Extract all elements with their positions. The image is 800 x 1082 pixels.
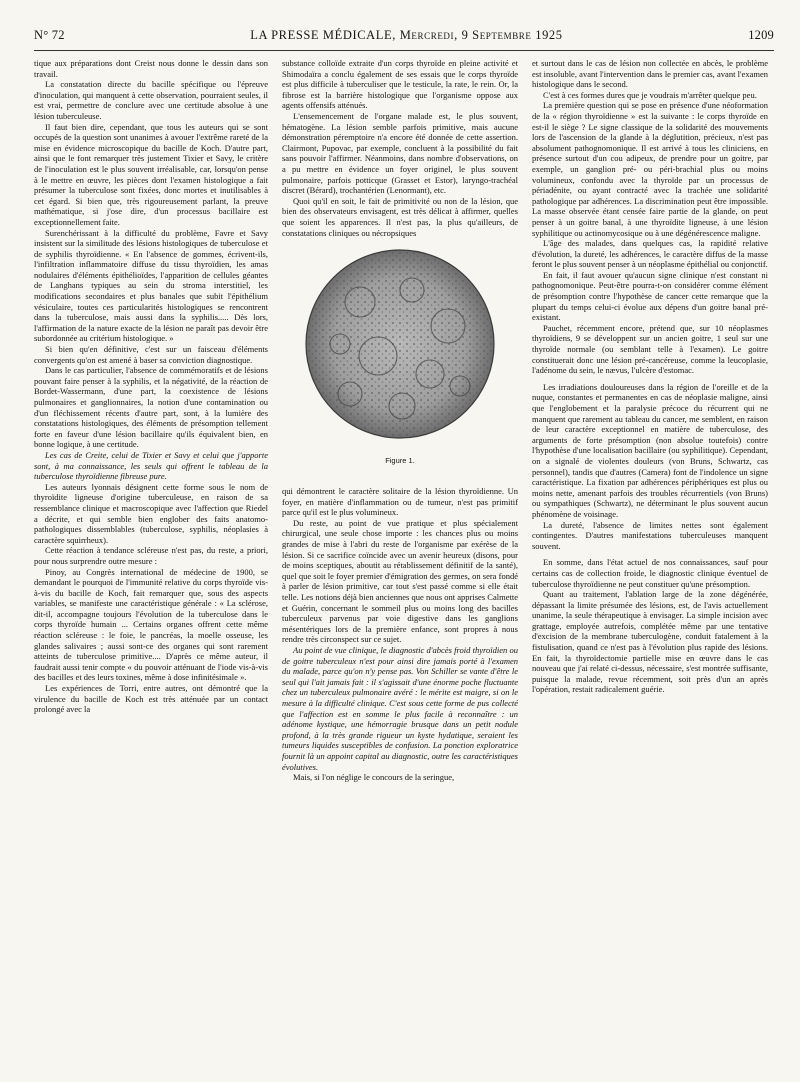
paragraph: En somme, dans l'état actuel de nos connaissances, sauf pour certains cas de collection froide, le diagnostic clinique éventuel de tuberculose thyroïdienne ne peut constituer qu'une présomption. (532, 557, 768, 589)
paragraph: Dans le cas particulier, l'absence de commémoratifs et de lésions pouvant faire penser à la syphilis, et la négativité, de la réaction de Bordet-Wassermann, d'une part, la coexistence de lésions pulmonaires et ganglionnaires, la notion d'une contamination ou d'un fléchissement récents d'autre part, sont, à la lumière des constatations histologiques, des éléments de présomption tellement forte en faveur d'une lésion bacillaire qu'ils équivalent bien, en bonne logique, à une certitude. (34, 365, 268, 450)
paragraph: En fait, il faut avouer qu'aucun signe clinique n'est constant ni pathognomonique. Peut-être pourra-t-on considérer comme élément de présomption contre l'hypothèse de cancer cette remarque que la plupart du temps celui-ci évolue aux dépens d'un goitre banal pré-existant. (532, 269, 768, 323)
paragraph: Pinoy, au Congrès international de médecine de 1900, se demandant le pourquoi de l'immunité relative du corps thyroïde vis-à-vis du bacille de Koch, fait remarquer que, sous des aspects variables, se manifeste une caractéristique générale : « La sclérose, dit-il, accompagne toujours l'évolution de la tuberculose dans le corps thyroïde humain ... Certains organes offrent cette même réaction scléreuse : le foie, le pancréas, la moelle osseuse, les glandes salivaires ; aussi sont-ce des organes qui sont rarement atteints de tuberculose primitive.... D'après ce même auteur, il faudrait aussi tenir compte « du pouvoir atténuant de l'iode vis-à-vis des bacilles et des leurs toxines, même à dose infinitésimale ». (34, 566, 268, 683)
paragraph: La première question qui se pose en présence d'une néoformation de la « région thyroïdienne » est la suivante : le corps thyroïde en est-il le siège ? Le signe classique de la solidarité des mouvements lors de l'ascension de la glande à la déglutition, précieux, n'est pas absolument pathognomonique. Il est arrivé à tous les cliniciens, en présence surtout d'un cou adipeux, de prendre pour un goitre, par exemple, un ganglion pré- ou péri-brachial plus ou moins volumineux, confondu avec la thyroïde par un processus de périadénite, ou ayant contracté avec la trachée une solidarité pathologique par adhérences. La discrimination peut être impossible. La masse observée étant censée faire partie de la glande, on peut penser à un goitre banal, à une thyroïdite ligneuse, à une lésion syphilitique ou actinomycosique ou à une dégénérescence maligne. (532, 100, 768, 238)
paragraph: Cette réaction à tendance scléreuse n'est pas, du reste, a priori, pour nous surprendre outre mesure : (34, 545, 268, 566)
paragraph: La constatation directe du bacille spécifique ou l'épreuve d'inoculation, qui manquent à cette observation, pourraient seules, il est vrai, permettre de conclure avec une certitude absolue à une lésion tuberculeuse. (34, 79, 268, 121)
paragraph: et surtout dans le cas de lésion non collectée en abcès, le problème est insoluble, avant l'intervention dans le premier cas, avant l'examen histologique dans le second. (532, 58, 768, 90)
paragraph: Les expériences de Torri, entre autres, ont démontré que la virulence du bacille de Koch est très atténuée par un contact prolongé avec la (34, 683, 268, 715)
paragraph: Quoi qu'il en soit, le fait de primitivité ou non de la lésion, que bien des observateurs envisagent, est très délicat à affirmer, quelles que soient les apparences. Il n'est pas, la plus qu'ailleurs, de constatations cliniques ou nécropsiques (282, 195, 518, 238)
issue-number: N° 72 (34, 28, 65, 42)
page-number: 1209 (748, 28, 774, 42)
journal-title: LA PRESSE MÉDICALE, Mercredi, 9 Septembre 1925 (250, 28, 563, 42)
paragraph: tique aux préparations dont Creist nous donne le dessin dans son travail. (34, 58, 268, 79)
paragraph: L'âge des malades, dans quelques cas, la rapidité relative d'évolution, la dureté, les adhérences, le caractère diffus de la masse feront le plus souvent penser à un néoplasme épithélial ou conjonctif. (532, 238, 768, 270)
paragraph: Les cas de Creite, celui de Tixier et Savy et celui que j'apporte sont, à ma connaissance, les seuls qui offrent le tableau de la tuberculose thyroïdienne fibreuse pure. (34, 449, 268, 482)
page-header (34, 28, 774, 50)
paragraph: La dureté, l'absence de limites nettes sont également contingentes. D'autres manifestations tuberculeuses manquent souvent. (532, 519, 768, 551)
paragraph: Mais, si l'on néglige le concours de la seringue, (293, 772, 455, 783)
paragraph: Du reste, au point de vue pratique et plus spécialement chirurgical, une seule chose importe : les chances plus ou moins grandes de mise à l'abri du reste de l'organisme par exérèse de la lésion. Si ce sacrifice coïncide avec un avenir heureux (disons, pour de moins sceptiques, aboutit au rétablissement définitif de la santé), quel que soit le foyer premier d'émigration des germes, on sera fondé à parler de lésion primitive, car tout s'est passé comme si elle était telle. Les notions déjà bien anciennes que nous ont apprises Calmette et Guérin, concernant le sommeil plus ou moins long des bacilles tuberculeux parvenus par voie digestive dans les ganglions mésentériques lors de la première enfance, sont propres à nous rendre très circonspect sur ce sujet. (282, 517, 518, 645)
paragraph: L'ensemencement de l'organe malade est, le plus souvent, hématogène. La lésion semble parfois primitive, mais aucune démonstration péremptoire n'a encore été donnée de cette assertion. Clairmont, Pupovac, par exemple, concluent à la possibilité du fait sans pouvoir l'affirmer. Néanmoins, dans nombre d'observations, on a pu mettre en évidence un foyer originel, le plus souvent pulmonaire, parfois potticque (Grasset et Estor), laryngo-trachéal discret (Bérard), trochantérien (Lenormant), etc. (282, 110, 518, 196)
paragraph: Les irradiations douloureuses dans la région de l'oreille et de la nuque, constantes et permanentes en cas de néoplasie maligne, ainsi que l'englobement et la paralysie précoce du récurrent qui ne manquent que rarement au tableau du cancer, me semblent, en raison de leur caractère exceptionnel en matière de tuberculose, des arguments de forte présomption (non absolue toutefois) contre l'hypothèse d'une localisation bacillaire (ou syphilitique). Cependant, on a signalé de violentes douleurs (von Bruns, Schwartz, cas personnel), tandis que d'autres (Camera) font de l'indolence un signe caractéristique. La fixation par adhérences périphériques est plus ou moins nette, amenant parfois des troubles récurrentiels (von Bruns) ou sympathiques (Schwartz), ne déterminant le plus souvent aucun phénomène de voisinage. (532, 381, 768, 519)
column-left (34, 58, 268, 1074)
micrograph-image (300, 244, 500, 454)
paragraph: C'est à ces formes dures que je voudrais m'arrêter quelque peu. (543, 89, 757, 100)
paragraph: Il faut bien dire, cependant, que tous les auteurs qui se sont occupés de la question sont unanimes à avouer l'extrême rareté de la mise en évidence microscopique du bacille de Koch. D'autre part, ainsi que le font remarquer très justement Tixier et Savy, le critère de l'inoculation est le plus souvent irréalisable, car, lorsqu'on pense à le mettre en œuvre, les pièces dont l'examen histologique a fait présumer la tuberculose sont fixées, donc mortes et inutilisables à cet égard. Si bien que, très rigoureusement parlant, la preuve mathématique, si j'ose dire, d'un processus bacillaire est exceptionnellement faite. (34, 121, 268, 227)
paragraph: Les auteurs lyonnais désignent cette forme sous le nom de thyroïdite ligneuse d'origine tuberculeuse, en raison de sa ressemblance clinique et macroscopique avec l'affection que Riedel a décrite, et qui semble bien englober des faits anatomo-pathologiques dissemblables (tuberculose, syphilis, néoplasies à caractère squirrheux). (34, 481, 268, 545)
header-rule (34, 50, 774, 51)
column-right (532, 58, 768, 1074)
paragraph: qui démontrent le caractère solitaire de la lésion thyroïdienne. Un foyer, en matière d'inflammation ou de tumeur, n'est pas primitif parce qu'il est le plus volumineux. (282, 486, 518, 518)
paragraph: Quant au traitement, l'ablation large de la zone dégénérée, dépassant la limite présumée des lésions, est, de l'avis actuellement unanime, la seule thérapeutique à envisager. La simple incision avec grattage, employée autrefois, complétée même par une tentative d'excision de la membrane tuberculogène, conduit fatalement à la fistulisation, quand ce n'est pas à l'évolution plus rapide des lésions. En fait, la thyroïdectomie partielle mise en œuvre dans le cas nouveau que j'ai relaté ci-dessus, nécessaire, s'est montrée suffisante, puisque la malade, revue récemment, soit près d'un an après l'opération, restait radicalement guérie. (532, 589, 768, 695)
paragraph: Surenchérissant à la difficulté du problème, Favre et Savy insistent sur la similitude des lésions histologiques de tuberculose et de syphilis thyroïdienne. « En l'absence de gommes, écrivent-ils, l'infiltration inflammatoire diffuse du tissu thyroïdien, les amas nodulaires d'éléments épithélioïdes, l'apparition de cellules géantes de Langhans typiques au sein du stroma interstitiel, les modifications secondaires et plus banales que subit l'épithélium vésiculaire, toutes ces particularités histologiques se rencontrent dans la tuberculose, mais aussi dans la syphilis..... Dès lors, l'affirmation de la nature exacte de la lésion ne paraît pas devoir être subordonnée au critérium histologique. » (34, 227, 268, 344)
figure-caption: Figure 1. (385, 456, 415, 466)
column-middle (282, 58, 518, 1074)
paragraph: Au point de vue clinique, le diagnostic d'abcès froid thyroïdien ou de goitre tuberculeux n'est pour ainsi dire jamais porté à l'examen du malade, parce qu'on n'y pense pas. Von Schiller se vante d'être le seul qui l'ait jamais fait : il s'agissait d'une énorme poche fluctuante chez un tuberculeux pulmonaire avéré : le mérite est maigre, si on le mesure à la difficulté clinique. C'est sous cette forme de pus collecté que l'affection est en somme le plus facile à reconnaître : un adénome kystique, une hémorragie brusque dans un petit nodule profond, à la très grande rigueur un kyste hydatique, seraient les tumeurs liquides susceptibles de confusion. La ponction exploratrice fournit là un appoint capital au diagnostic, outre les caractéristiques évolutives. (282, 645, 518, 772)
paragraph: Pauchet, récemment encore, prétend que, sur 10 néoplasmes thyroïdiens, 9 se développent sur un ancien goitre, 1 seul sur une thyroïde normale (ou semblant telle à l'examen). Le goitre constituerait donc une lésion pré-cancéreuse, comme la leucoplasie, l'adénome du sein, le nævus, l'ulcère d'estomac. (532, 322, 768, 376)
paragraph: substance colloïde extraite d'un corps thyroïde en pleine activité et Shimodaïra a conclu également de ses essais que le corps thyroïde est plus difficile à tuberculiser que le testicule, la rate, le rein. Or, la fibrose est la barrière histologique que l'organisme oppose aux agents offensifs atténués. (282, 58, 518, 111)
paragraph: Si bien qu'en définitive, c'est sur un faisceau d'éléments convergents qu'on est amené à baser sa conviction diagnostique. (34, 344, 268, 365)
figure-micrograph (282, 244, 518, 482)
